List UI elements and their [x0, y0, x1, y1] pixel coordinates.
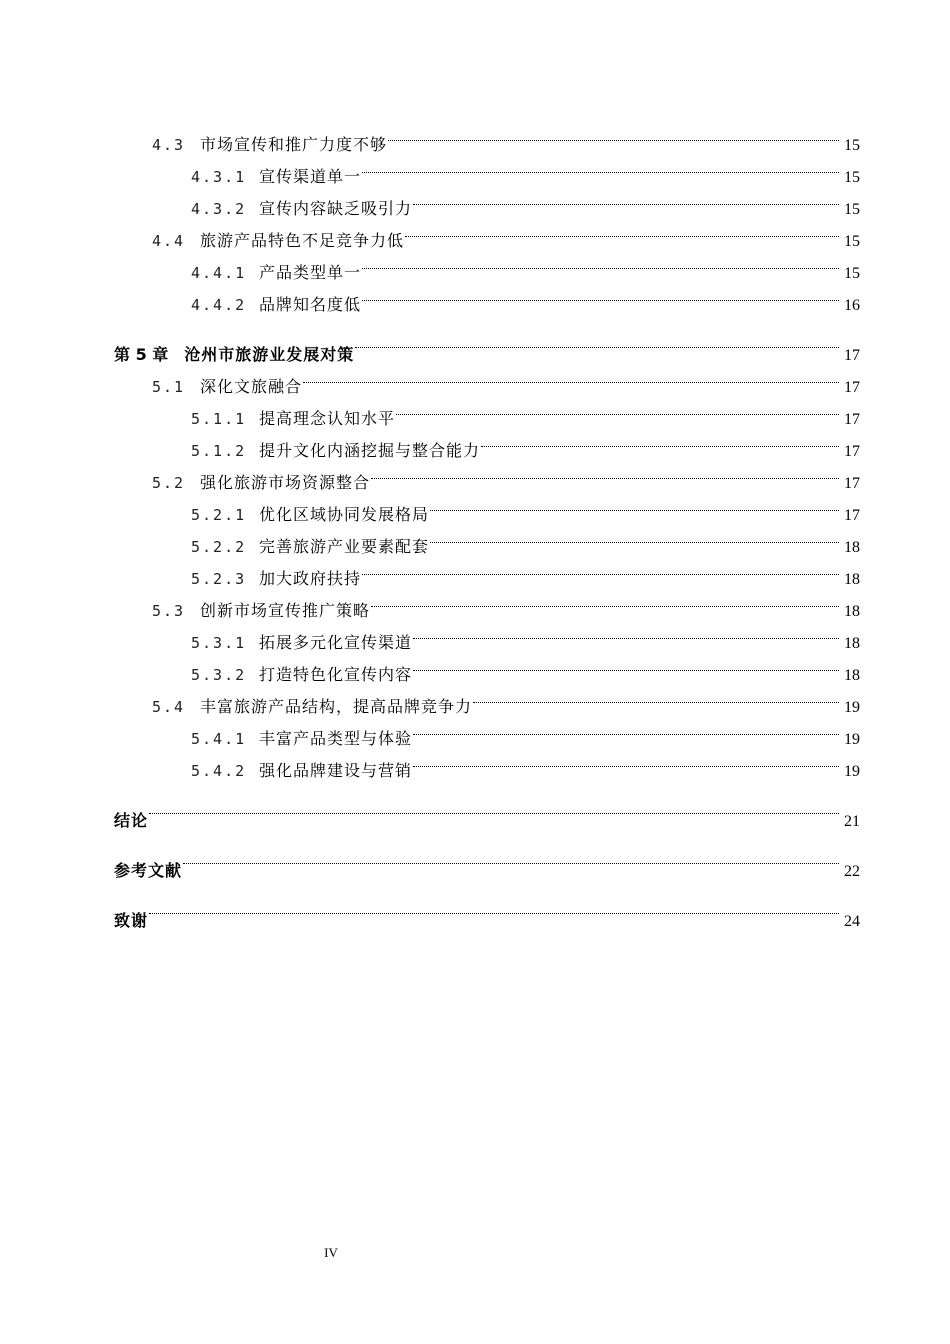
toc-entry-page-number: 17	[844, 475, 860, 492]
toc-entry-number: 5.2.1	[191, 506, 247, 524]
toc-entry-number: 4.4.1	[191, 264, 247, 282]
toc-dot-leader	[405, 214, 839, 246]
toc-entry[interactable]	[114, 835, 860, 880]
toc-dot-leader	[371, 584, 839, 616]
toc-entry-number: 5.3.2	[191, 666, 247, 684]
toc-entry-title: 打造特色化宣传内容	[259, 665, 413, 684]
toc-entry-title: 旅游产品特色不足竞争力低	[200, 231, 405, 250]
toc-dot-leader	[396, 392, 839, 424]
toc-dot-leader	[362, 246, 839, 278]
toc-entry-page-number: 17	[844, 443, 860, 460]
toc-entry-title: 优化区域协同发展格局	[259, 505, 430, 524]
toc-entry[interactable]	[114, 118, 860, 154]
toc-dot-leader	[413, 182, 839, 214]
toc-dot-leader	[362, 150, 839, 182]
toc-dot-leader	[362, 278, 839, 310]
toc-dot-leader	[388, 118, 839, 150]
toc-entry-title: 强化品牌建设与营销	[259, 761, 413, 780]
toc-entry-page-number: 15	[844, 169, 860, 186]
toc-entry[interactable]	[114, 319, 860, 364]
table-of-contents	[114, 118, 860, 930]
toc-entry-number: 4.3	[152, 136, 186, 154]
toc-entry-number: 5.2.3	[191, 570, 247, 588]
toc-entry-number: 5.1.1	[191, 410, 247, 428]
toc-entry-title: 品牌知名度低	[259, 295, 362, 314]
toc-dot-leader	[413, 648, 839, 680]
toc-dot-leader	[362, 552, 839, 584]
toc-entry-page-number: 19	[844, 763, 860, 780]
toc-dot-leader	[430, 520, 839, 552]
toc-entry-page-number: 18	[844, 635, 860, 652]
toc-entry-number: 5.4.1	[191, 730, 247, 748]
toc-entry-page-number: 16	[844, 297, 860, 314]
toc-entry-page-number: 24	[844, 913, 860, 930]
toc-entry-number: 4.3.2	[191, 200, 247, 218]
toc-entry-page-number: 17	[844, 379, 860, 396]
toc-dot-leader	[183, 835, 839, 876]
toc-entry-page-number: 17	[844, 411, 860, 428]
toc-entry-page-number: 18	[844, 667, 860, 684]
toc-entry-page-number: 15	[844, 265, 860, 282]
toc-entry-number: 4.4	[152, 232, 186, 250]
toc-dot-leader	[473, 680, 839, 712]
toc-entry-number: 5.3	[152, 602, 186, 620]
toc-entry-title: 强化旅游市场资源整合	[200, 473, 371, 492]
toc-entry-page-number: 18	[844, 603, 860, 620]
toc-entry-title: 深化文旅融合	[200, 377, 303, 396]
toc-dot-leader	[430, 488, 839, 520]
toc-dot-leader	[371, 456, 839, 488]
toc-entry-page-number: 18	[844, 571, 860, 588]
toc-entry-number: 5.2.2	[191, 538, 247, 556]
toc-entry-title: 结论	[114, 811, 149, 830]
toc-entry-number: 5.1	[152, 378, 186, 396]
toc-entry-title: 宣传内容缺乏吸引力	[259, 199, 413, 218]
toc-entry-number: 5.2	[152, 474, 186, 492]
toc-entry-page-number: 17	[844, 507, 860, 524]
toc-entry-page-number: 18	[844, 539, 860, 556]
toc-entry[interactable]	[114, 785, 860, 830]
toc-entry-page-number: 21	[844, 813, 860, 830]
toc-entry-title: 加大政府扶持	[259, 569, 362, 588]
toc-entry-number: 5.4	[152, 698, 186, 716]
toc-entry-number: 5.4.2	[191, 762, 247, 780]
toc-entry-title: 参考文献	[114, 861, 183, 880]
toc-dot-leader	[413, 744, 839, 776]
page-footer-number: IV	[324, 1245, 338, 1260]
toc-entry-title: 致谢	[114, 911, 149, 930]
toc-dot-leader	[413, 712, 839, 744]
toc-entry-title: 丰富产品类型与体验	[259, 729, 413, 748]
toc-entry-title: 完善旅游产业要素配套	[259, 537, 430, 556]
toc-dot-leader	[355, 319, 839, 360]
toc-entry-page-number: 15	[844, 201, 860, 218]
toc-entry-page-number: 17	[844, 347, 860, 364]
toc-entry-page-number: 15	[844, 233, 860, 250]
toc-entry-title: 提高理念认知水平	[259, 409, 396, 428]
toc-entry-title: 拓展多元化宣传渠道	[259, 633, 413, 652]
toc-entry-title: 产品类型单一	[259, 263, 362, 282]
toc-dot-leader	[413, 616, 839, 648]
toc-entry-title: 宣传渠道单一	[259, 167, 362, 186]
toc-entry-number: 4.3.1	[191, 168, 247, 186]
toc-entry-title: 市场宣传和推广力度不够	[200, 135, 388, 154]
toc-entry-page-number: 19	[844, 699, 860, 716]
toc-entry-title: 沧州市旅游业发展对策	[184, 345, 355, 364]
toc-dot-leader	[149, 785, 839, 826]
toc-entry-number: 4.4.2	[191, 296, 247, 314]
toc-entry-title: 提升文化内涵挖掘与整合能力	[259, 441, 481, 460]
toc-entry-title: 创新市场宣传推广策略	[200, 601, 371, 620]
toc-entry-number: 5.3.1	[191, 634, 247, 652]
toc-dot-leader	[303, 360, 839, 392]
toc-dot-leader	[481, 424, 839, 456]
toc-entry[interactable]	[114, 885, 860, 930]
toc-dot-leader	[149, 885, 839, 926]
toc-entry-number: 5.1.2	[191, 442, 247, 460]
toc-entry-title: 丰富旅游产品结构，提高品牌竞争力	[200, 697, 473, 716]
toc-entry-page-number: 19	[844, 731, 860, 748]
toc-entry-number: 第 5 章	[114, 345, 169, 364]
toc-entry-page-number: 22	[844, 863, 860, 880]
toc-entry-page-number: 15	[844, 137, 860, 154]
